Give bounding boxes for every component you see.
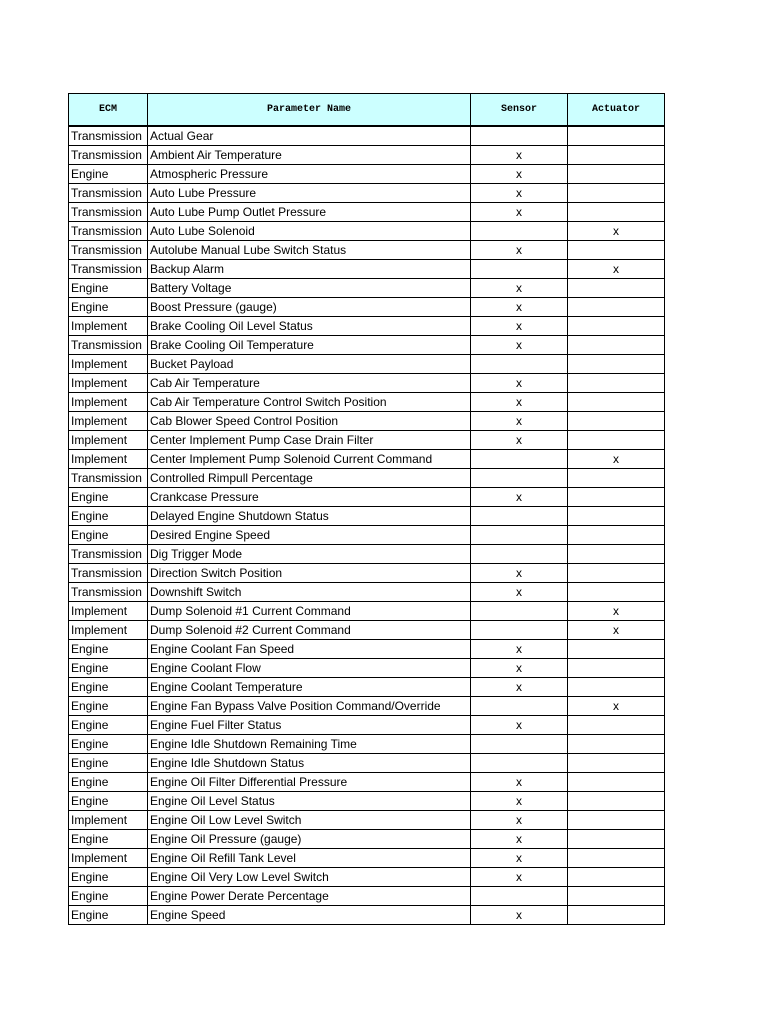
- table-row: [69, 488, 665, 507]
- table-row: [69, 697, 665, 716]
- ecm-cell: Engine: [69, 659, 148, 678]
- ecm-cell: Engine: [69, 735, 148, 754]
- ecm-cell: Engine: [69, 754, 148, 773]
- actuator-cell: [568, 792, 665, 811]
- ecm-cell: Implement: [69, 621, 148, 640]
- ecm-cell: Engine: [69, 697, 148, 716]
- parameter-name-cell: Delayed Engine Shutdown Status: [148, 507, 471, 526]
- sensor-cell: x: [471, 184, 568, 203]
- sensor-cell: x: [471, 678, 568, 697]
- actuator-cell: [568, 830, 665, 849]
- ecm-cell: Implement: [69, 431, 148, 450]
- parameter-name-cell: Engine Fuel Filter Status: [148, 716, 471, 735]
- actuator-cell: [568, 887, 665, 906]
- sensor-cell: x: [471, 811, 568, 830]
- parameter-name-cell: Actual Gear: [148, 126, 471, 146]
- ecm-cell: Transmission: [69, 545, 148, 564]
- actuator-cell: [568, 754, 665, 773]
- table-row: [69, 545, 665, 564]
- ecm-cell: Implement: [69, 317, 148, 336]
- parameter-name-cell: Direction Switch Position: [148, 564, 471, 583]
- actuator-cell: [568, 564, 665, 583]
- ecm-cell: Implement: [69, 811, 148, 830]
- sensor-cell: x: [471, 488, 568, 507]
- table-row: [69, 260, 665, 279]
- ecm-cell: Transmission: [69, 241, 148, 260]
- sensor-cell: [471, 602, 568, 621]
- column-header-sensor: Sensor: [471, 94, 568, 127]
- ecm-cell: Implement: [69, 412, 148, 431]
- parameter-name-cell: Downshift Switch: [148, 583, 471, 602]
- table-row: [69, 507, 665, 526]
- sensor-cell: x: [471, 146, 568, 165]
- actuator-cell: [568, 640, 665, 659]
- table-row: [69, 754, 665, 773]
- table-row: [69, 830, 665, 849]
- ecm-cell: Engine: [69, 640, 148, 659]
- sensor-cell: x: [471, 431, 568, 450]
- actuator-cell: [568, 735, 665, 754]
- actuator-cell: [568, 184, 665, 203]
- actuator-cell: [568, 393, 665, 412]
- parameter-name-cell: Engine Coolant Flow: [148, 659, 471, 678]
- actuator-cell: [568, 279, 665, 298]
- ecm-cell: Implement: [69, 374, 148, 393]
- ecm-cell: Engine: [69, 716, 148, 735]
- parameter-name-cell: Cab Blower Speed Control Position: [148, 412, 471, 431]
- ecm-cell: Transmission: [69, 203, 148, 222]
- parameter-name-cell: Engine Oil Filter Differential Pressure: [148, 773, 471, 792]
- table-row: [69, 583, 665, 602]
- actuator-cell: [568, 716, 665, 735]
- actuator-cell: [568, 526, 665, 545]
- header-row: [69, 94, 665, 127]
- parameter-name-cell: Center Implement Pump Case Drain Filter: [148, 431, 471, 450]
- table-row: [69, 336, 665, 355]
- sensor-cell: [471, 222, 568, 241]
- sensor-cell: [471, 697, 568, 716]
- ecm-cell: Transmission: [69, 222, 148, 241]
- column-header-ecm: ECM: [69, 94, 148, 127]
- ecm-cell: Engine: [69, 868, 148, 887]
- ecm-cell: Implement: [69, 602, 148, 621]
- table-row: [69, 241, 665, 260]
- parameter-name-cell: Brake Cooling Oil Temperature: [148, 336, 471, 355]
- table-row: [69, 716, 665, 735]
- table-row: [69, 735, 665, 754]
- parameter-name-cell: Dump Solenoid #1 Current Command: [148, 602, 471, 621]
- parameter-name-cell: Engine Power Derate Percentage: [148, 887, 471, 906]
- actuator-cell: [568, 507, 665, 526]
- sensor-cell: x: [471, 868, 568, 887]
- table-row: [69, 526, 665, 545]
- table-row: [69, 355, 665, 374]
- ecm-cell: Transmission: [69, 260, 148, 279]
- table-row: [69, 602, 665, 621]
- ecm-cell: Engine: [69, 298, 148, 317]
- sensor-cell: x: [471, 165, 568, 184]
- table-row: [69, 203, 665, 222]
- parameter-name-cell: Ambient Air Temperature: [148, 146, 471, 165]
- actuator-cell: [568, 374, 665, 393]
- table-row: [69, 887, 665, 906]
- sensor-cell: x: [471, 374, 568, 393]
- parameter-name-cell: Engine Coolant Fan Speed: [148, 640, 471, 659]
- ecm-cell: Transmission: [69, 583, 148, 602]
- sensor-cell: [471, 507, 568, 526]
- parameter-name-cell: Crankcase Pressure: [148, 488, 471, 507]
- sensor-cell: [471, 735, 568, 754]
- ecm-cell: Engine: [69, 887, 148, 906]
- actuator-cell: [568, 317, 665, 336]
- ecm-cell: Implement: [69, 450, 148, 469]
- sensor-cell: x: [471, 412, 568, 431]
- parameter-name-cell: Engine Oil Pressure (gauge): [148, 830, 471, 849]
- parameter-name-cell: Desired Engine Speed: [148, 526, 471, 545]
- sensor-cell: x: [471, 583, 568, 602]
- sensor-cell: x: [471, 906, 568, 925]
- table-row: [69, 431, 665, 450]
- ecm-cell: Transmission: [69, 564, 148, 583]
- actuator-cell: [568, 849, 665, 868]
- sensor-cell: x: [471, 393, 568, 412]
- parameter-name-cell: Controlled Rimpull Percentage: [148, 469, 471, 488]
- table-row: [69, 849, 665, 868]
- sensor-cell: x: [471, 659, 568, 678]
- sensor-cell: [471, 887, 568, 906]
- table-row: [69, 317, 665, 336]
- sensor-cell: [471, 526, 568, 545]
- parameter-name-cell: Atmospheric Pressure: [148, 165, 471, 184]
- actuator-cell: [568, 431, 665, 450]
- parameter-name-cell: Engine Fan Bypass Valve Position Command/Override: [148, 697, 471, 716]
- sensor-cell: x: [471, 203, 568, 222]
- ecm-cell: Engine: [69, 906, 148, 925]
- actuator-cell: [568, 811, 665, 830]
- sensor-cell: x: [471, 564, 568, 583]
- actuator-cell: [568, 868, 665, 887]
- table-row: [69, 222, 665, 241]
- sensor-cell: x: [471, 298, 568, 317]
- parameter-name-cell: Center Implement Pump Solenoid Current Command: [148, 450, 471, 469]
- table-row: [69, 279, 665, 298]
- ecm-cell: Implement: [69, 849, 148, 868]
- actuator-cell: x: [568, 260, 665, 279]
- actuator-cell: [568, 583, 665, 602]
- parameter-name-cell: Autolube Manual Lube Switch Status: [148, 241, 471, 260]
- table-row: [69, 659, 665, 678]
- ecm-cell: Engine: [69, 773, 148, 792]
- table-row: [69, 184, 665, 203]
- table-row: [69, 678, 665, 697]
- column-header-actuator: Actuator: [568, 94, 665, 127]
- parameter-name-cell: Engine Oil Level Status: [148, 792, 471, 811]
- sensor-cell: x: [471, 773, 568, 792]
- parameter-name-cell: Auto Lube Pressure: [148, 184, 471, 203]
- actuator-cell: [568, 146, 665, 165]
- parameter-name-cell: Engine Speed: [148, 906, 471, 925]
- ecm-cell: Engine: [69, 507, 148, 526]
- sensor-cell: x: [471, 336, 568, 355]
- parameter-name-cell: Boost Pressure (gauge): [148, 298, 471, 317]
- table-row: [69, 906, 665, 925]
- parameter-name-cell: Cab Air Temperature: [148, 374, 471, 393]
- table-row: [69, 773, 665, 792]
- ecm-cell: Transmission: [69, 146, 148, 165]
- table-row: [69, 165, 665, 184]
- table-row: [69, 450, 665, 469]
- parameter-name-cell: Engine Idle Shutdown Status: [148, 754, 471, 773]
- parameter-name-cell: Engine Coolant Temperature: [148, 678, 471, 697]
- actuator-cell: [568, 336, 665, 355]
- table-row: [69, 412, 665, 431]
- ecm-cell: Engine: [69, 792, 148, 811]
- ecm-cell: Engine: [69, 165, 148, 184]
- actuator-cell: [568, 355, 665, 374]
- actuator-cell: [568, 298, 665, 317]
- table-row: [69, 792, 665, 811]
- sensor-cell: x: [471, 830, 568, 849]
- sensor-cell: x: [471, 317, 568, 336]
- parameter-name-cell: Engine Oil Refill Tank Level: [148, 849, 471, 868]
- table-row: [69, 393, 665, 412]
- table-row: [69, 146, 665, 165]
- parameter-name-cell: Engine Oil Low Level Switch: [148, 811, 471, 830]
- ecm-cell: Implement: [69, 355, 148, 374]
- parameter-name-cell: Dump Solenoid #2 Current Command: [148, 621, 471, 640]
- actuator-cell: x: [568, 450, 665, 469]
- table-row: [69, 564, 665, 583]
- parameter-name-cell: Dig Trigger Mode: [148, 545, 471, 564]
- sensor-cell: x: [471, 849, 568, 868]
- actuator-cell: x: [568, 222, 665, 241]
- parameter-name-cell: Backup Alarm: [148, 260, 471, 279]
- sensor-cell: x: [471, 792, 568, 811]
- ecm-cell: Transmission: [69, 336, 148, 355]
- ecm-cell: Engine: [69, 526, 148, 545]
- ecm-cell: Transmission: [69, 184, 148, 203]
- table-row: [69, 640, 665, 659]
- parameter-name-cell: Bucket Payload: [148, 355, 471, 374]
- table-row: [69, 298, 665, 317]
- sensor-cell: [471, 260, 568, 279]
- sensor-cell: x: [471, 241, 568, 260]
- sensor-cell: [471, 469, 568, 488]
- table-row: [69, 868, 665, 887]
- ecm-cell: Engine: [69, 678, 148, 697]
- table-row: [69, 126, 665, 146]
- sensor-cell: [471, 450, 568, 469]
- table-header: [69, 94, 665, 127]
- parameter-table: [68, 93, 665, 925]
- sensor-cell: x: [471, 716, 568, 735]
- table-row: [69, 374, 665, 393]
- sensor-cell: x: [471, 279, 568, 298]
- sensor-cell: [471, 754, 568, 773]
- actuator-cell: [568, 545, 665, 564]
- parameter-name-cell: Engine Idle Shutdown Remaining Time: [148, 735, 471, 754]
- ecm-cell: Engine: [69, 279, 148, 298]
- table-row: [69, 621, 665, 640]
- actuator-cell: [568, 241, 665, 260]
- actuator-cell: [568, 659, 665, 678]
- actuator-cell: x: [568, 602, 665, 621]
- parameter-name-cell: Cab Air Temperature Control Switch Position: [148, 393, 471, 412]
- column-header-parameter-name: Parameter Name: [148, 94, 471, 127]
- table-row: [69, 811, 665, 830]
- parameter-name-cell: Battery Voltage: [148, 279, 471, 298]
- table-body: [69, 126, 665, 925]
- actuator-cell: x: [568, 697, 665, 716]
- actuator-cell: [568, 412, 665, 431]
- sensor-cell: [471, 545, 568, 564]
- parameter-name-cell: Auto Lube Pump Outlet Pressure: [148, 203, 471, 222]
- actuator-cell: [568, 906, 665, 925]
- parameter-name-cell: Engine Oil Very Low Level Switch: [148, 868, 471, 887]
- actuator-cell: [568, 126, 665, 146]
- parameter-name-cell: Brake Cooling Oil Level Status: [148, 317, 471, 336]
- ecm-cell: Transmission: [69, 126, 148, 146]
- actuator-cell: [568, 469, 665, 488]
- ecm-cell: Engine: [69, 488, 148, 507]
- parameter-name-cell: Auto Lube Solenoid: [148, 222, 471, 241]
- actuator-cell: x: [568, 621, 665, 640]
- actuator-cell: [568, 773, 665, 792]
- actuator-cell: [568, 678, 665, 697]
- table-row: [69, 469, 665, 488]
- actuator-cell: [568, 203, 665, 222]
- sensor-cell: [471, 621, 568, 640]
- ecm-cell: Transmission: [69, 469, 148, 488]
- ecm-cell: Implement: [69, 393, 148, 412]
- sensor-cell: x: [471, 640, 568, 659]
- actuator-cell: [568, 488, 665, 507]
- sensor-cell: [471, 355, 568, 374]
- ecm-cell: Engine: [69, 830, 148, 849]
- actuator-cell: [568, 165, 665, 184]
- sensor-cell: [471, 126, 568, 146]
